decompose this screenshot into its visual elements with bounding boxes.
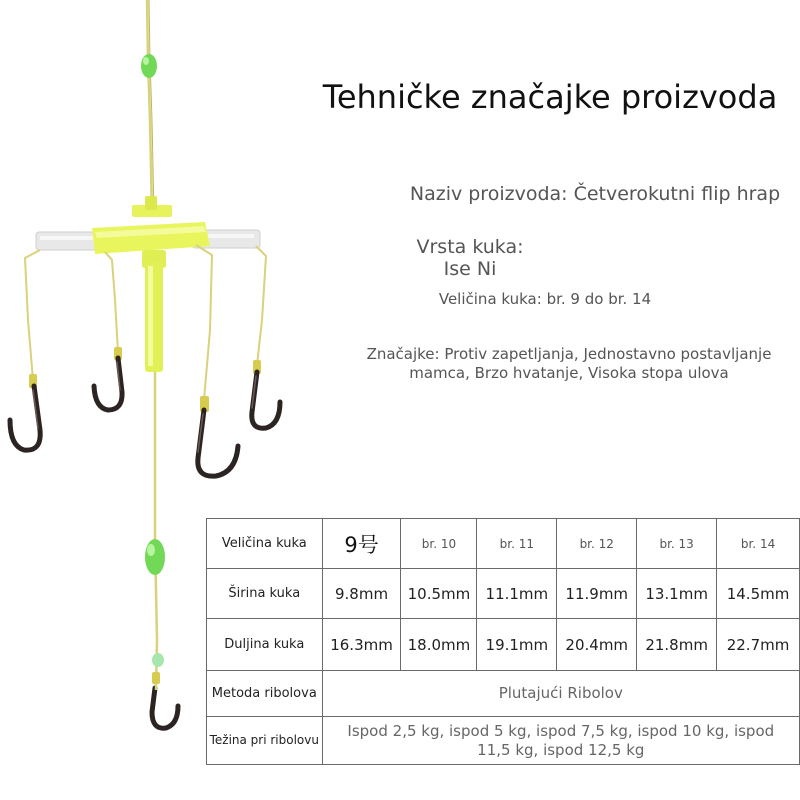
value-cell: 9.8mm (322, 569, 401, 619)
features-line: Značajke: Protiv zapetljanja, Jednostavno postavljanje mamca, Brzo hvatanje, Visoka stopa ulova (366, 345, 772, 382)
hook-type-line: Vrsta kuka: Ise Ni (416, 236, 524, 280)
hook-size-line: Veličina kuka: br. 9 do br. 14 (438, 290, 652, 308)
value-cell: 19.1mm (477, 619, 557, 671)
row-label-cell: Metoda ribolova (207, 671, 323, 717)
size-header-cell: br. 14 (717, 519, 800, 569)
value-cell: 21.8mm (637, 619, 717, 671)
row-label-cell: Širina kuka (207, 569, 323, 619)
table-row (207, 671, 800, 717)
merged-value-cell (322, 717, 799, 765)
stopper-bead (152, 653, 164, 667)
header-label-cell: Veličina kuka (207, 519, 323, 569)
table-row (207, 569, 800, 619)
table-header-row (207, 519, 800, 569)
main-line-bottom (155, 372, 157, 690)
row-label-cell: Duljina kuka (207, 619, 323, 671)
product-name-line: Naziv proizvoda: Četverokutni flip hrap (409, 183, 781, 205)
value-cell: 13.1mm (637, 569, 717, 619)
value-cell: 18.0mm (401, 619, 477, 671)
value-cell: 11.9mm (557, 569, 637, 619)
size-header-cell: br. 10 (401, 519, 477, 569)
size-header-cell: br. 12 (557, 519, 637, 569)
value-cell: 14.5mm (717, 569, 800, 619)
row-label-cell: Težina pri ribolovu (207, 717, 323, 765)
page-title: Tehničke značajke proizvoda (322, 78, 778, 116)
fishing-method-value: Plutajući Ribolov (498, 684, 623, 702)
bottom-bead (145, 539, 165, 575)
value-cell: 16.3mm (322, 619, 401, 671)
value-cell: 22.7mm (717, 619, 800, 671)
value-cell: 11.1mm (477, 569, 557, 619)
merged-value-cell (322, 671, 799, 717)
table-row (207, 717, 800, 765)
value-cell: 10.5mm (401, 569, 477, 619)
size-header-cell: 9号 (322, 519, 401, 569)
hook-5 (152, 688, 178, 728)
size-header-cell: br. 13 (637, 519, 717, 569)
hook-3 (198, 410, 238, 476)
table-row (207, 619, 800, 671)
top-bead (141, 54, 157, 78)
size-header-cell: br. 11 (477, 519, 557, 569)
fishing-weight-value: Ispod 2,5 kg, ispod 5 kg, ispod 7,5 kg, ispod 10 kg, ispod 11,5 kg, ispod 12,5 kg (347, 721, 775, 759)
hook-1 (10, 386, 40, 450)
hook-size-table (206, 518, 800, 765)
value-cell: 20.4mm (557, 619, 637, 671)
